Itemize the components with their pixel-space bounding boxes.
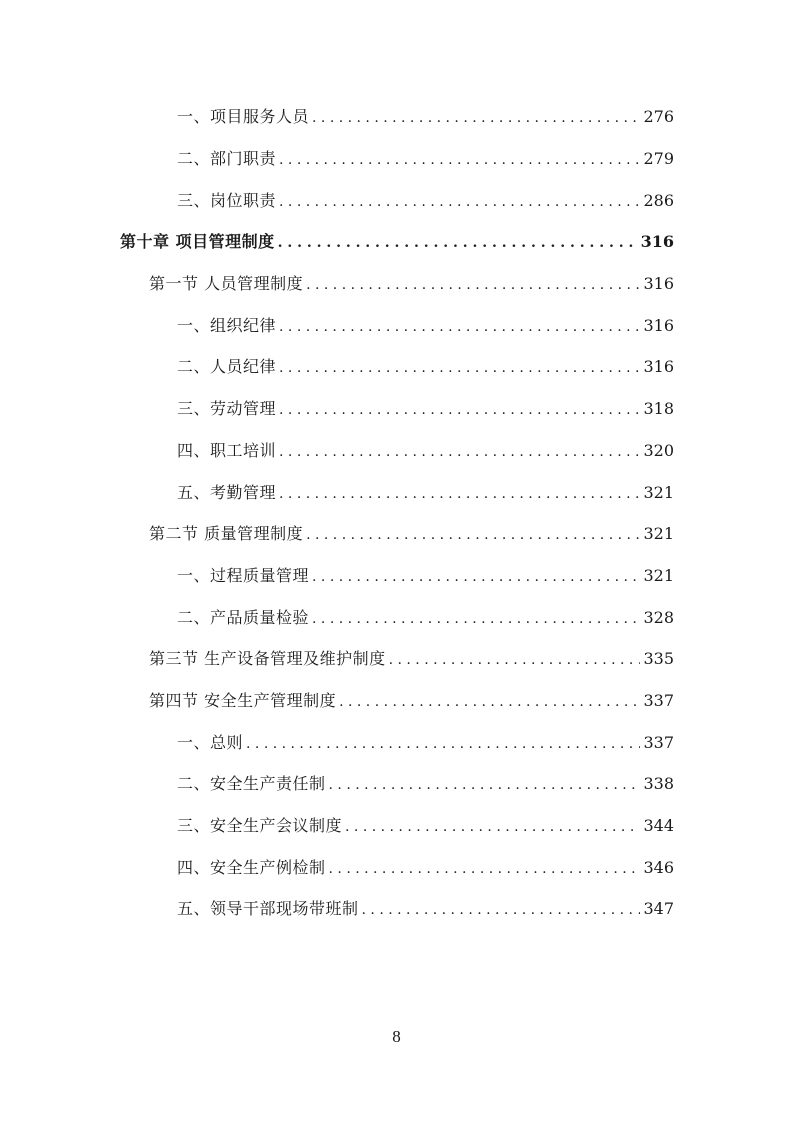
toc-dot-leader [279, 484, 640, 504]
toc-entry-line [177, 899, 674, 920]
toc-entry-label: 三、安全生产会议制度 [177, 816, 343, 836]
toc-entry-page: 328 [643, 607, 674, 627]
toc-dot-leader [389, 650, 641, 670]
toc-dot-leader [279, 442, 640, 462]
toc-dot-leader [362, 900, 641, 920]
toc-entry-line [177, 399, 674, 420]
toc-subsection-entry[interactable] [0, 597, 793, 639]
toc-subsection-entry[interactable] [0, 556, 793, 598]
toc-dot-leader [279, 358, 640, 378]
toc-dot-leader [278, 233, 638, 253]
toc-entry-page: 321 [643, 565, 674, 585]
toc-dot-leader [312, 567, 640, 587]
toc-subsection-entry[interactable] [0, 889, 793, 931]
toc-entry-page: 316 [643, 274, 674, 294]
toc-dot-leader [246, 734, 640, 754]
toc-entry-line [177, 107, 674, 128]
toc-entry-line [149, 524, 674, 545]
toc-subsection-entry[interactable] [0, 389, 793, 431]
toc-entry-label: 二、安全生产责任制 [177, 774, 326, 794]
toc-subsection-entry[interactable] [0, 431, 793, 473]
toc-dot-leader [329, 859, 641, 879]
toc-entry-line [177, 316, 674, 337]
toc-entry-label: 三、劳动管理 [177, 399, 277, 419]
toc-dot-leader [339, 692, 640, 712]
toc-dot-leader [312, 108, 640, 128]
toc-entry-line [177, 566, 674, 587]
toc-entry-line [177, 733, 674, 754]
toc-entry-label: 五、考勤管理 [177, 482, 277, 502]
toc-entry-label: 第三节 生产设备管理及维护制度 [149, 649, 386, 669]
toc-subsection-entry[interactable] [0, 97, 793, 139]
toc-entry-label: 三、岗位职责 [177, 190, 277, 210]
toc-entry-page: 335 [643, 649, 674, 669]
toc-dot-leader [306, 275, 640, 295]
toc-section-entry[interactable] [0, 264, 793, 306]
toc-entry-page: 318 [643, 399, 674, 419]
toc-section-entry[interactable] [0, 639, 793, 681]
toc-entry-line [120, 232, 674, 253]
toc-entry-line [149, 649, 674, 670]
toc-entry-line [149, 691, 674, 712]
toc-entry-page: 337 [643, 732, 674, 752]
toc-dot-leader [279, 317, 640, 337]
toc-entry-page: 344 [643, 816, 674, 836]
toc-subsection-entry[interactable] [0, 347, 793, 389]
toc-entry-page: 347 [643, 899, 674, 919]
toc-entry-line [177, 149, 674, 170]
toc-entry-label: 一、组织纪律 [177, 315, 277, 335]
toc-entry-line [177, 608, 674, 629]
toc-dot-leader [279, 192, 640, 212]
toc-subsection-entry[interactable] [0, 722, 793, 764]
toc-entry-label: 第十章 项目管理制度 [120, 232, 275, 252]
toc-entry-page: 321 [643, 524, 674, 544]
toc-section-entry[interactable] [0, 681, 793, 723]
toc-chapter-entry[interactable] [0, 222, 793, 264]
toc-subsection-entry[interactable] [0, 847, 793, 889]
toc-entry-label: 二、产品质量检验 [177, 607, 310, 627]
toc-entry-page: 276 [643, 107, 674, 127]
toc-entry-page: 320 [643, 440, 674, 460]
page-number: 8 [392, 1027, 401, 1046]
toc-entry-page: 316 [643, 315, 674, 335]
toc-entry-label: 一、总则 [177, 732, 244, 752]
toc-entry-page: 286 [643, 190, 674, 210]
toc-entry-line [177, 191, 674, 212]
toc-entry-line [177, 774, 674, 795]
toc-dot-leader [312, 609, 640, 629]
toc-entry-line [177, 816, 674, 837]
toc-section-entry[interactable] [0, 514, 793, 556]
toc-entry-label: 第一节 人员管理制度 [149, 274, 304, 294]
toc-entry-label: 四、职工培训 [177, 440, 277, 460]
toc-entry-label: 第四节 安全生产管理制度 [149, 690, 337, 710]
toc-entry-page: 316 [640, 232, 674, 252]
toc-dot-leader [279, 150, 640, 170]
toc-entry-page: 346 [643, 857, 674, 877]
toc-entry-line [177, 441, 674, 462]
toc-dot-leader [306, 525, 640, 545]
toc-entry-line [177, 858, 674, 879]
table-of-contents [0, 97, 793, 931]
toc-subsection-entry[interactable] [0, 806, 793, 848]
toc-entry-label: 二、部门职责 [177, 149, 277, 169]
toc-subsection-entry[interactable] [0, 764, 793, 806]
toc-dot-leader [345, 817, 640, 837]
toc-dot-leader [279, 400, 640, 420]
toc-entry-line [177, 483, 674, 504]
toc-entry-line [177, 357, 674, 378]
toc-entry-label: 一、过程质量管理 [177, 565, 310, 585]
toc-entry-page: 321 [643, 482, 674, 502]
toc-entry-page: 279 [643, 149, 674, 169]
toc-entry-label: 第二节 质量管理制度 [149, 524, 304, 544]
toc-dot-leader [329, 775, 641, 795]
toc-entry-page: 338 [643, 774, 674, 794]
toc-subsection-entry[interactable] [0, 180, 793, 222]
toc-entry-line [149, 274, 674, 295]
toc-entry-page: 337 [643, 690, 674, 710]
toc-entry-label: 二、人员纪律 [177, 357, 277, 377]
toc-entry-page: 316 [643, 357, 674, 377]
toc-entry-label: 一、项目服务人员 [177, 107, 310, 127]
toc-subsection-entry[interactable] [0, 305, 793, 347]
toc-subsection-entry[interactable] [0, 139, 793, 181]
toc-entry-label: 四、安全生产例检制 [177, 857, 326, 877]
toc-subsection-entry[interactable] [0, 472, 793, 514]
toc-entry-label: 五、领导干部现场带班制 [177, 899, 359, 919]
